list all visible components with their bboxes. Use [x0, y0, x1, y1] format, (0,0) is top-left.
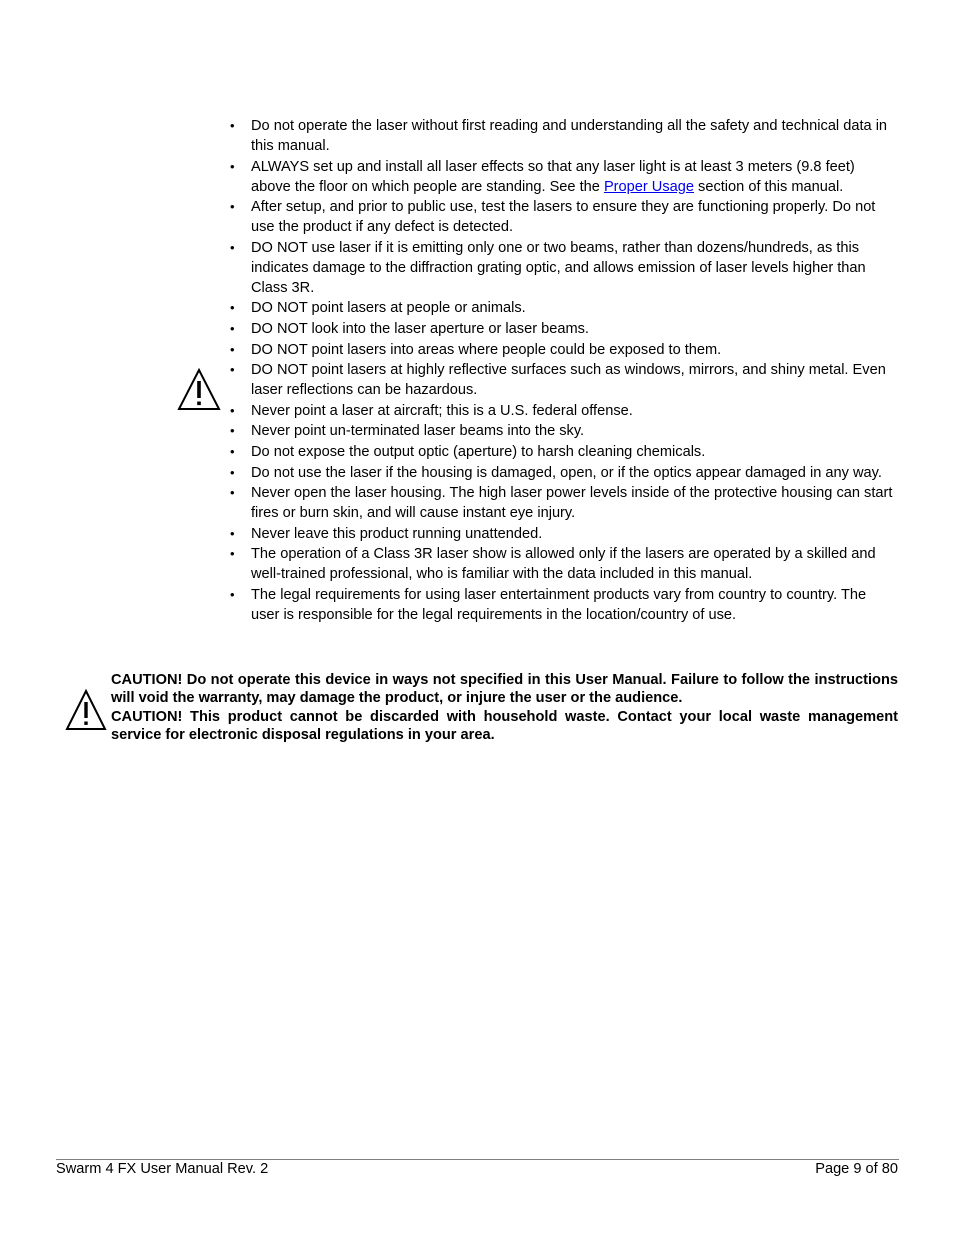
safety-item-text: Never leave this product running unattended. [251, 525, 543, 542]
safety-list-item [228, 238, 898, 298]
footer-document-title: Swarm 4 FX User Manual Rev. 2 [56, 1161, 269, 1177]
safety-item-text: Never point a laser at aircraft; this is a U.S. federal offense. [251, 402, 633, 419]
warning-triangle-icon [65, 689, 107, 731]
bullet-icon: • [230, 546, 235, 562]
safety-item-text: The operation of a Class 3R laser show is allowed only if the lasers are operated by a skilled and well-trained professional, who is familiar with the data included in this manual. [251, 546, 876, 583]
safety-item-text: section of this manual. [693, 178, 844, 195]
safety-list-item [228, 421, 898, 441]
bullet-icon: • [230, 341, 235, 357]
safety-item-text: ALWAYS set up and install all laser effects so that any laser light is at least 3 meters (9.8 feet) above the floor on which people are standing. See the [251, 158, 855, 195]
safety-list-item [228, 116, 898, 156]
safety-item-text: The legal requirements for using laser entertainment products vary from country to country. The user is responsible for the legal requirements in the location/country of use. [251, 586, 867, 623]
bullet-icon: • [230, 586, 235, 602]
footer-page-number: Page 9 of 80 [815, 1161, 898, 1177]
safety-list-item [228, 360, 898, 400]
safety-item-text: Do not expose the output optic (aperture) to harsh cleaning chemicals. [251, 443, 706, 460]
safety-item-text: Do not operate the laser without first reading and understanding all the safety and technical data in this manual. [251, 118, 888, 154]
safety-list-item [228, 544, 898, 584]
bullet-icon: • [230, 118, 235, 133]
caution-block [111, 671, 898, 744]
safety-item-text: DO NOT look into the laser aperture or laser beams. [251, 320, 589, 337]
safety-item-text: After setup, and prior to public use, test the lasers to ensure they are functioning properly. Do not use the product if any defect is detected. [251, 199, 876, 236]
safety-list-item [228, 340, 898, 360]
safety-item-text: DO NOT point lasers into areas where people could be exposed to them. [251, 341, 722, 358]
safety-item-text: DO NOT point lasers at people or animals. [251, 300, 526, 317]
safety-list-item [228, 585, 898, 625]
bullet-icon: • [230, 300, 235, 316]
bullet-icon: • [230, 443, 235, 459]
caution-disposal-text: CAUTION! This product cannot be discarded with household waste. Contact your local waste management service for electronic disposal regulations in your area. [111, 708, 898, 743]
safety-list-item [228, 401, 898, 421]
safety-list-item [228, 463, 898, 483]
bullet-icon: • [230, 485, 235, 501]
safety-list-item [228, 524, 898, 544]
bullet-icon: • [230, 158, 235, 174]
bullet-icon: • [230, 423, 235, 439]
bullet-icon: • [230, 464, 235, 480]
proper-usage-link[interactable]: Proper Usage [603, 178, 694, 195]
bullet-icon: • [230, 525, 235, 541]
safety-list-item [228, 319, 898, 339]
bullet-icon: • [230, 362, 235, 378]
safety-list-item [228, 197, 898, 237]
safety-list-item [228, 442, 898, 462]
bullet-icon: • [230, 239, 235, 255]
safety-list-item [228, 157, 898, 197]
safety-list-item [228, 483, 898, 523]
safety-item-text: Never open the laser housing. The high laser power levels inside of the protective housing can start fires or burn skin, and will cause instant eye injury. [251, 485, 893, 522]
caution-warranty-text: CAUTION! Do not operate this device in ways not specified in this User Manual. Failure to follow the instructions will void the warranty, may damage the product, or injure the user or the audience. [111, 672, 898, 707]
safety-item-text: DO NOT use laser if it is emitting only one or two beams, rather than dozens/hundreds, as this indicates damage to the diffraction grating optic, and allows emission of laser levels higher than Class 3R. [251, 239, 866, 296]
bullet-icon: • [230, 199, 235, 215]
warning-triangle-icon [177, 368, 221, 411]
safety-item-text: DO NOT point lasers at highly reflective surfaces such as windows, mirrors, and shiny metal. Even laser reflections can be hazardous. [251, 362, 886, 399]
bullet-icon: • [230, 320, 235, 336]
safety-instructions-list [228, 116, 898, 626]
safety-list-item [228, 298, 898, 318]
footer-divider [56, 1159, 899, 1160]
safety-item-text: Do not use the laser if the housing is damaged, open, or if the optics appear damaged in any way. [251, 464, 882, 481]
bullet-icon: • [230, 402, 235, 418]
safety-item-text: Never point un-terminated laser beams into the sky. [251, 423, 585, 440]
